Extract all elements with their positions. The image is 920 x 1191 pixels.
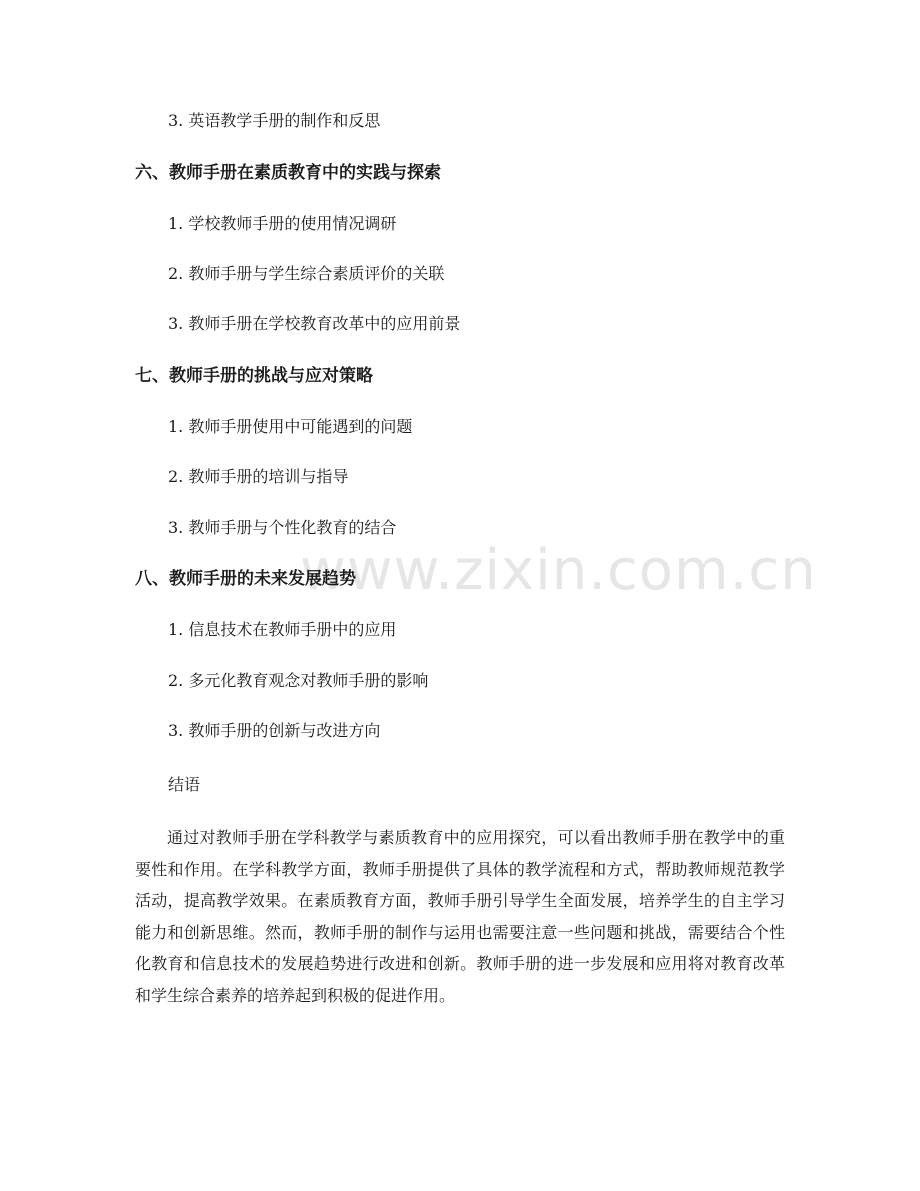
list-item: 1. 教师手册使用中可能遇到的问题	[168, 417, 413, 436]
list-item: 1. 学校教师手册的使用情况调研	[168, 214, 397, 233]
list-item: 3. 教师手册与个性化教育的结合	[168, 518, 397, 537]
list-item: 3. 教师手册的创新与改进方向	[168, 721, 381, 740]
list-item: 3. 英语教学手册的制作和反思	[168, 111, 381, 130]
conclusion-paragraph: 通过对教师手册在学科教学与素质教育中的应用探究，可以看出教师手册在教学中的重要性和作用。在学科教学方面，教师手册提供了具体的教学流程和方式，帮助教师规范教学活动，提高教学效果。在素质教育方面，教师手册引导学生全面发展，培养学生的自主学习能力和创新思维。然而，教师手册的制作与运用也需要注意一些问题和挑战，需要结合个性化教育和信息技术的发展趋势进行改进和创新。教师手册的进一步发展和应用将对教育改革和学生综合素养的培养起到积极的促进作用。	[135, 828, 785, 1005]
conclusion-title: 结语	[168, 775, 201, 794]
section-heading-8: 八、教师手册的未来发展趋势	[135, 569, 356, 589]
section-heading-7: 七、教师手册的挑战与应对策略	[135, 366, 373, 386]
list-item: 2. 教师手册的培训与指导	[168, 467, 349, 486]
list-item: 2. 多元化教育观念对教师手册的影响	[168, 671, 429, 690]
list-item: 3. 教师手册在学校教育改革中的应用前景	[168, 314, 461, 333]
section-heading-6: 六、教师手册在素质教育中的实践与探索	[135, 163, 441, 183]
list-item: 1. 信息技术在教师手册中的应用	[168, 620, 397, 639]
watermark: www.zixin.com.cn	[300, 538, 817, 603]
list-item: 2. 教师手册与学生综合素质评价的关联	[168, 264, 445, 283]
